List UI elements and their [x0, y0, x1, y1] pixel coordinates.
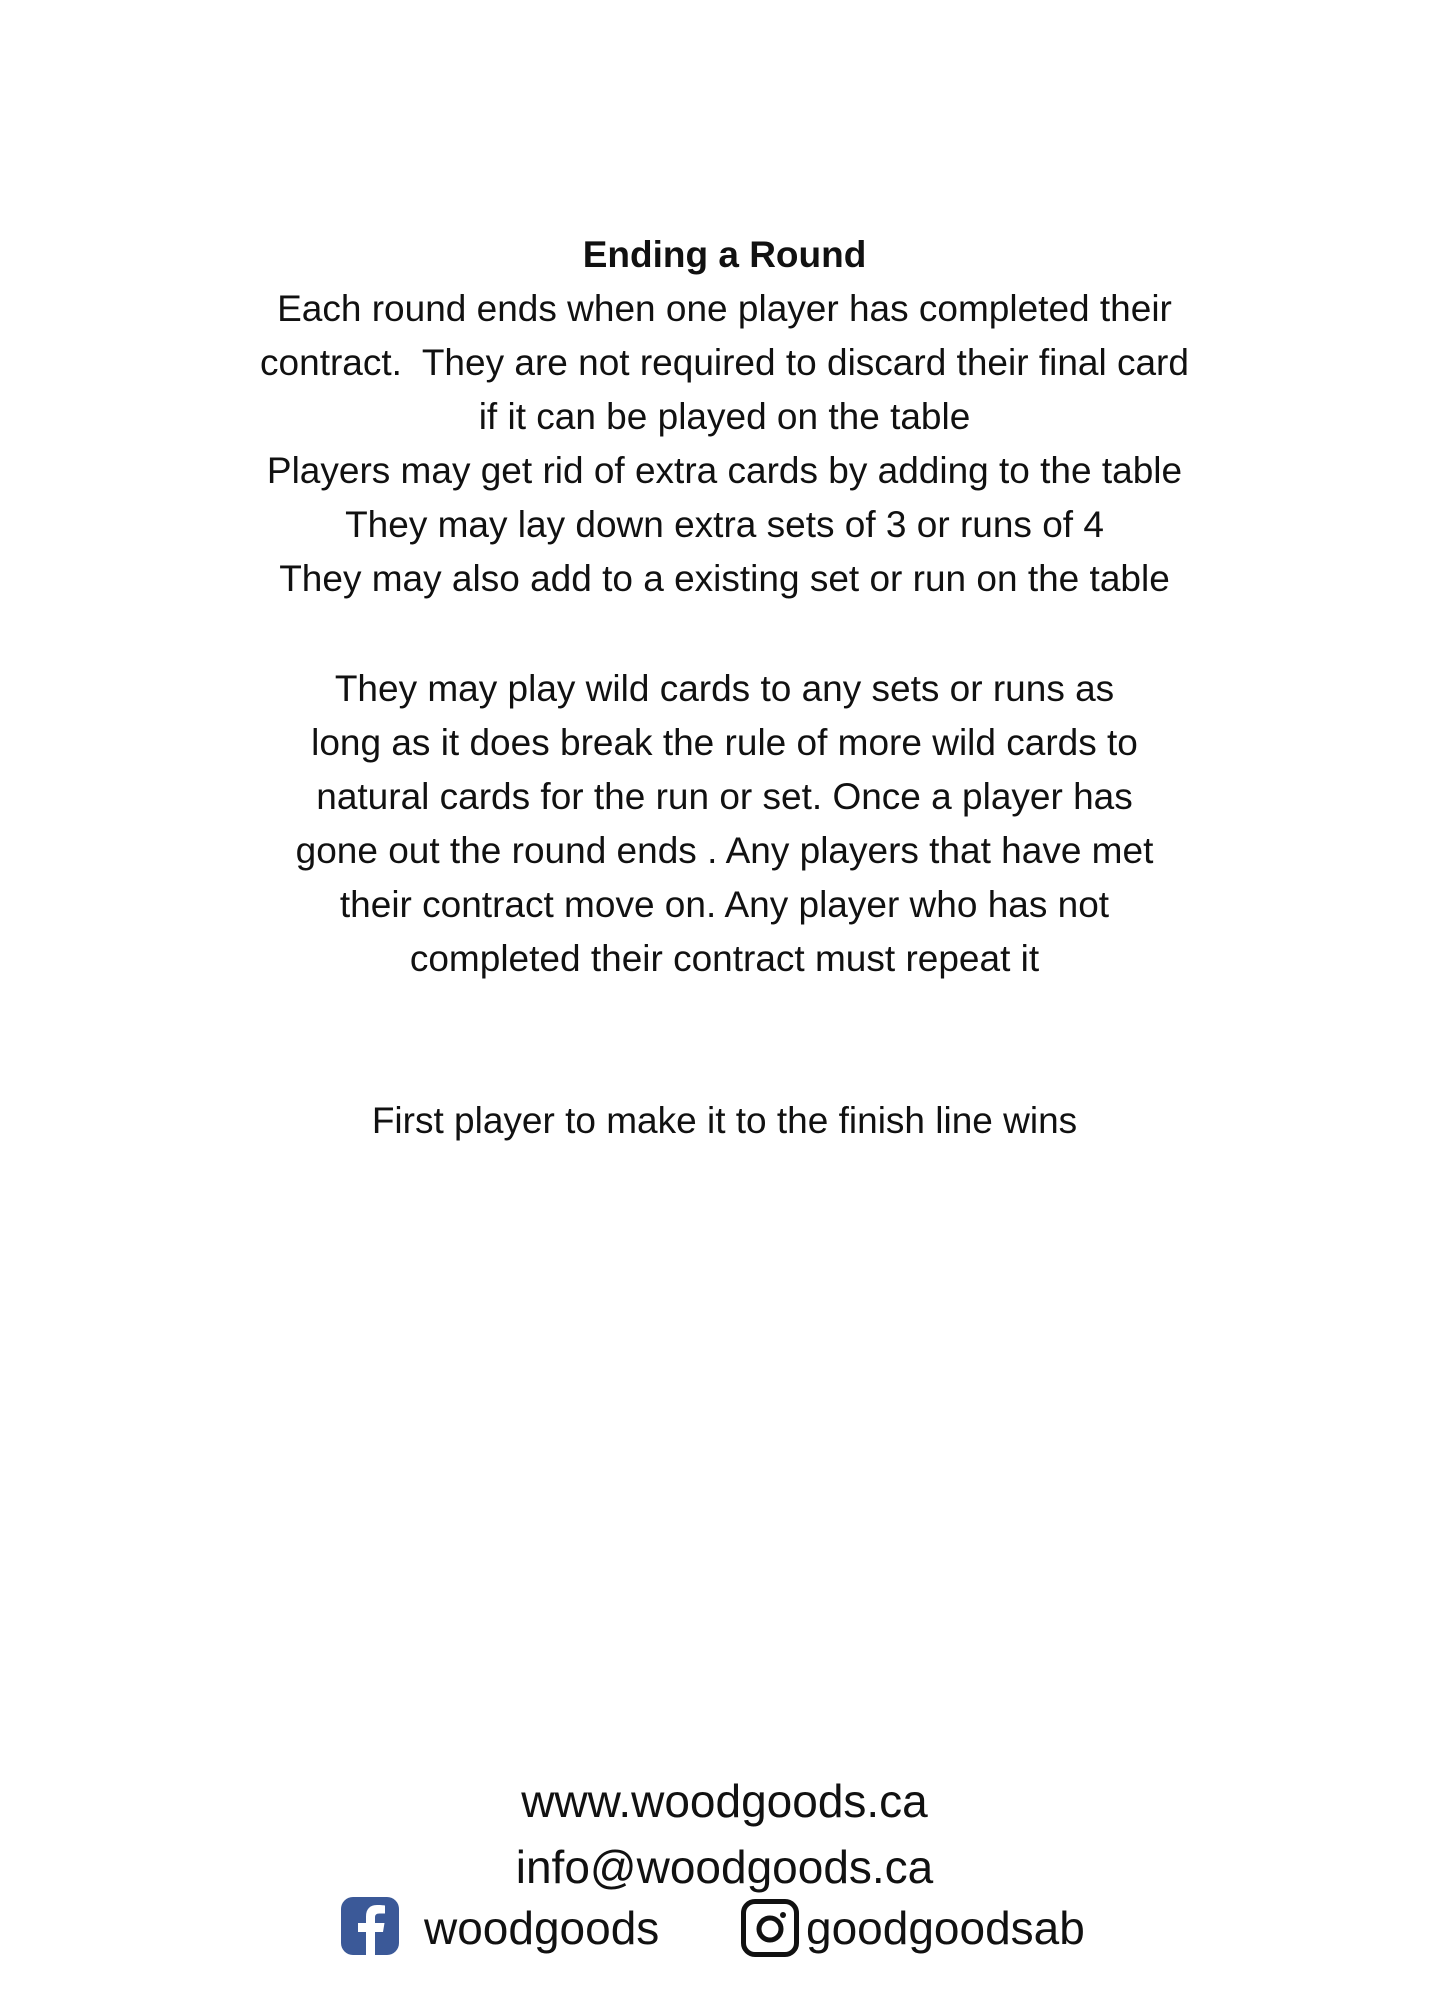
paragraph-wild-cards — [10, 662, 1429, 986]
instagram-icon[interactable] — [741, 1899, 799, 1957]
contact-footer — [0, 1768, 1429, 1900]
facebook-icon[interactable] — [341, 1897, 399, 1955]
website-link[interactable]: www.woodgoods.ca — [521, 1775, 928, 1827]
text-line: contract. They are not required to discard their final card — [260, 342, 1189, 383]
section-title: Ending a Round — [582, 234, 867, 275]
text-line: natural cards for the run or set. Once a player has — [316, 776, 1133, 817]
paragraph-winner — [10, 1094, 1429, 1148]
paragraph-ending-round — [10, 282, 1429, 606]
text-line: their contract move on. Any player who has not — [339, 884, 1110, 925]
email-link[interactable]: info@woodgoods.ca — [515, 1841, 934, 1893]
text-line: completed their contract must repeat it — [409, 938, 1040, 979]
facebook-handle[interactable]: woodgoods — [424, 1902, 660, 1954]
text-line: They may lay down extra sets of 3 or runs of 4 — [345, 504, 1104, 545]
text-line: gone out the round ends . Any players that have met — [295, 830, 1154, 871]
rules-section — [0, 228, 1429, 1148]
text-line: They may also add to a existing set or run on the table — [279, 558, 1170, 599]
text-line: First player to make it to the finish line wins — [371, 1100, 1078, 1141]
social-row — [0, 1895, 1429, 1961]
text-line: long as it does break the rule of more wild cards to — [311, 722, 1138, 763]
text-line: if it can be played on the table — [478, 396, 971, 437]
text-line: Players may get rid of extra cards by adding to the table — [266, 450, 1183, 491]
text-line: Each round ends when one player has completed their — [277, 288, 1172, 329]
text-line: They may play wild cards to any sets or runs as — [334, 668, 1115, 709]
instagram-handle[interactable]: goodgoodsab — [806, 1902, 1085, 1954]
